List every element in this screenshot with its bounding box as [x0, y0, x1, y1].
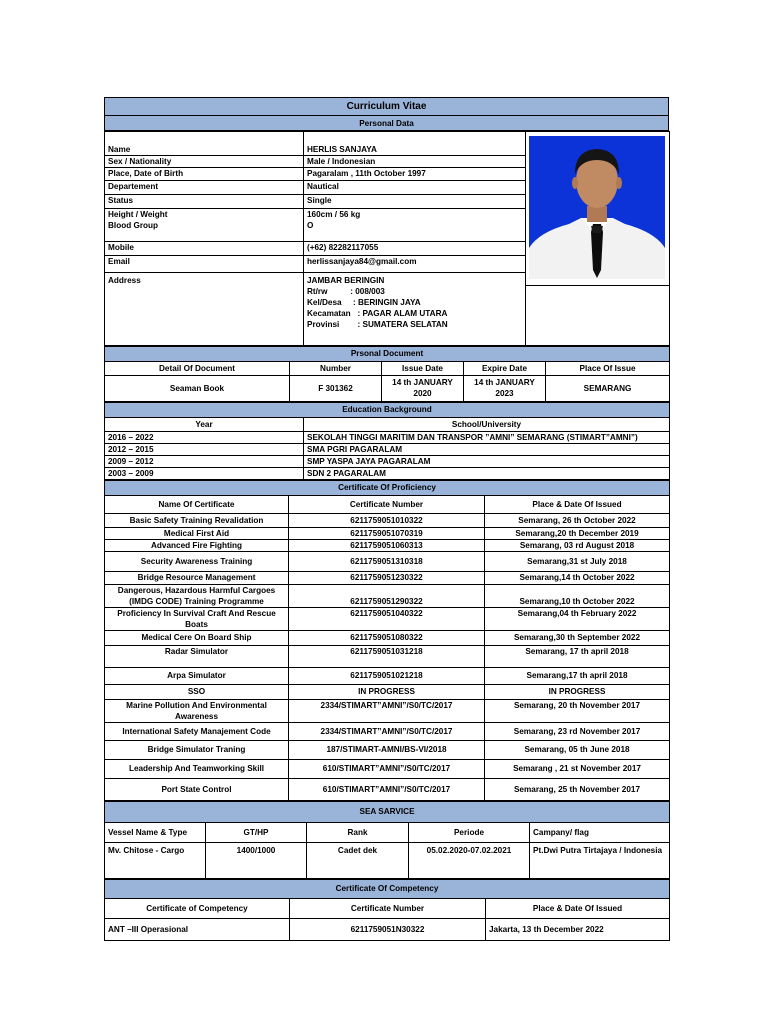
personal-data-heading: Personal Data	[105, 116, 669, 131]
competency-header: Certificate Number	[290, 898, 486, 918]
portrait-illustration	[529, 136, 665, 279]
vessel-name: Mv. Chitose - Cargo	[105, 842, 206, 878]
photo-cell	[526, 132, 670, 286]
email-value: herlissanjaya84@gmail.com	[304, 255, 526, 272]
vessel-periode: 05.02.2020-07.02.2021	[409, 842, 530, 878]
cert-place-date: Semarang,30 th September 2022	[485, 630, 670, 645]
cert-number: 2334/STIMART”AMNI”/S0/TC/2017	[289, 722, 485, 740]
proficiency-header: Name Of Certificate	[105, 495, 289, 513]
status-label: Status	[105, 194, 304, 208]
status-value: Single	[304, 194, 526, 208]
cert-number: 6211759051230322	[289, 571, 485, 584]
cert-name: Bridge Resource Management	[105, 571, 289, 584]
cert-name: Medical First Aid	[105, 527, 289, 539]
cert-place-date: Semarang,31 st July 2018	[485, 551, 670, 571]
competency-place-date: Jakarta, 13 th December 2022	[486, 918, 670, 940]
doc-header: Place Of Issue	[546, 361, 670, 375]
cert-number: 6211759051310318	[289, 551, 485, 571]
cert-number: 6211759051290322	[289, 584, 485, 607]
vessel-gt: 1400/1000	[206, 842, 307, 878]
cert-place-date: Semarang, 05 th June 2018	[485, 740, 670, 759]
sea-service-header: Periode	[409, 822, 530, 842]
personal-document-table	[104, 346, 670, 402]
cv-title: Curriculum Vitae	[105, 98, 669, 116]
birth-value: Pagaralam , 11th October 1997	[304, 167, 526, 180]
address-line: JAMBAR BERINGIN	[307, 276, 385, 285]
education-school: SMA PGRI PAGARALAM	[304, 443, 670, 455]
cert-number: 610/STIMART”AMNI”/S0/TC/2017	[289, 778, 485, 800]
cert-place-date: Semarang,17 th april 2018	[485, 667, 670, 684]
cert-name: Proficiency In Survival Craft And Rescue Boats	[105, 607, 289, 630]
cert-name: Security Awareness Training	[105, 551, 289, 571]
cert-place-date: Semarang,14 th October 2022	[485, 571, 670, 584]
doc-header: Issue Date	[382, 361, 464, 375]
sea-service-header: Vessel Name & Type	[105, 822, 206, 842]
address-line: Rt/rw : 008/003	[307, 287, 385, 296]
cert-place-date: Semarang , 21 st November 2017	[485, 759, 670, 778]
cert-place-date: Semarang, 17 th april 2018	[485, 645, 670, 667]
competency-table	[104, 879, 670, 941]
cert-place-date: Semarang,10 th October 2022	[485, 584, 670, 607]
doc-number: F 301362	[290, 375, 382, 401]
cv-document	[104, 97, 669, 941]
name-value: HERLIS SANJAYA	[304, 140, 526, 156]
blood-label: Blood Group	[108, 220, 159, 230]
doc-header: Number	[290, 361, 382, 375]
department-value: Nautical	[304, 180, 526, 194]
cert-name: SSO	[105, 684, 289, 699]
height-blood-labels	[105, 208, 304, 241]
cert-place-date: Semarang,20 th December 2019	[485, 527, 670, 539]
education-header-school: School/University	[304, 417, 670, 431]
cert-name: Bridge Simulator Traning	[105, 740, 289, 759]
cert-name: Port State Control	[105, 778, 289, 800]
doc-issue-date: 14 th JANUARY 2020	[382, 375, 464, 401]
blood-value: O	[307, 220, 314, 230]
cert-name: Leadership And Teamworking Skill	[105, 759, 289, 778]
cert-name: Dangerous, Hazardous Harmful Cargoes (IMDG CODE) Training Programme	[105, 584, 289, 607]
mobile-label: Mobile	[105, 241, 304, 255]
education-heading: Education Background	[105, 402, 670, 417]
cert-name: Medical Cere On Board Ship	[105, 630, 289, 645]
education-year: 2012 – 2015	[105, 443, 304, 455]
doc-header: Expire Date	[464, 361, 546, 375]
mobile-value: (+62) 82282117055	[304, 241, 526, 255]
address-label: Address	[105, 275, 304, 345]
sex-nationality-value: Male / Indonesian	[304, 155, 526, 167]
competency-header: Place & Date Of Issued	[486, 898, 670, 918]
address-line: Kecamatan : PAGAR ALAM UTARA	[307, 309, 448, 318]
education-school: SMP YASPA JAYA PAGARALAM	[304, 455, 670, 467]
proficiency-header: Place & Date Of Issued	[485, 495, 670, 513]
vessel-company: Pt.Dwi Putra Tirtajaya / Indonesia	[530, 842, 670, 878]
cert-number: IN PROGRESS	[289, 684, 485, 699]
cert-place-date: IN PROGRESS	[485, 684, 670, 699]
cert-name: Radar Simulator	[105, 645, 289, 667]
department-label: Departement	[105, 180, 304, 194]
education-year: 2016 – 2022	[105, 431, 304, 443]
address-line: Kel/Desa : BERINGIN JAYA	[307, 298, 421, 307]
cert-name: International Safety Manajement Code	[105, 722, 289, 740]
competency-header: Certificate of Competency	[105, 898, 290, 918]
cert-number: 610/STIMART”AMNI”/S0/TC/2017	[289, 759, 485, 778]
email-label: Email	[105, 255, 304, 272]
proficiency-header: Certificate Number	[289, 495, 485, 513]
height-label: Height / Weight	[108, 209, 168, 219]
cert-place-date: Semarang, 25 th November 2017	[485, 778, 670, 800]
cert-name: Marine Pollution And Environmental Awareness	[105, 699, 289, 722]
sea-service-heading: SEA SARVICE	[105, 801, 670, 822]
personal-data-table	[104, 131, 670, 346]
sea-service-header: GT/HP	[206, 822, 307, 842]
sex-nationality-label: Sex / Nationality	[105, 155, 304, 167]
name-label: Name	[105, 140, 304, 156]
cert-name: Arpa Simulator	[105, 667, 289, 684]
profile-photo	[529, 136, 665, 279]
doc-header: Detail Of Document	[105, 361, 290, 375]
cert-place-date: Semarang, 03 rd August 2018	[485, 539, 670, 551]
education-year: 2003 – 2009	[105, 467, 304, 479]
cert-number: 2334/STIMART”AMNI”/S0/TC/2017	[289, 699, 485, 722]
sea-service-table	[104, 801, 670, 879]
education-header-year: Year	[105, 417, 304, 431]
height-value: 160cm / 56 kg	[307, 209, 361, 219]
address-value	[304, 275, 526, 345]
proficiency-heading: Certificate Of Proficiency	[105, 480, 670, 495]
cert-number: 6211759051010322	[289, 513, 485, 527]
cert-number: 6211759051040322	[289, 607, 485, 630]
cert-number: 6211759051080322	[289, 630, 485, 645]
competency-name: ANT –III Operasional	[105, 918, 290, 940]
cert-number: 6211759051031218	[289, 645, 485, 667]
birth-label: Place, Date of Birth	[105, 167, 304, 180]
education-year: 2009 – 2012	[105, 455, 304, 467]
cert-place-date: Semarang, 23 rd November 2017	[485, 722, 670, 740]
sea-service-header: Campany/ flag	[530, 822, 670, 842]
cert-place-date: Semarang, 26 th October 2022	[485, 513, 670, 527]
address-line: Provinsi : SUMATERA SELATAN	[307, 320, 448, 329]
education-table	[104, 402, 670, 480]
cert-number: 6211759051021218	[289, 667, 485, 684]
height-blood-values	[304, 208, 526, 241]
doc-expire-date: 14 th JANUARY 2023	[464, 375, 546, 401]
cert-place-date: Semarang, 20 th November 2017	[485, 699, 670, 722]
cert-number: 187/STIMART-AMNI/BS-VI/2018	[289, 740, 485, 759]
education-school: SEKOLAH TINGGI MARITIM DAN TRANSPOR ”AMNI” SEMARANG (STIMART”AMNI”)	[304, 431, 670, 443]
competency-number: 6211759051N30322	[290, 918, 486, 940]
doc-detail: Seaman Book	[105, 375, 290, 401]
vessel-rank: Cadet dek	[307, 842, 409, 878]
education-school: SDN 2 PAGARALAM	[304, 467, 670, 479]
competency-heading: Certificate Of Competency	[105, 879, 670, 898]
doc-place: SEMARANG	[546, 375, 670, 401]
cert-name: Basic Safety Training Revalidation	[105, 513, 289, 527]
cert-number: 6211759051060313	[289, 539, 485, 551]
personal-document-heading: Prsonal Document	[105, 346, 670, 361]
proficiency-table	[104, 480, 670, 801]
sea-service-header: Rank	[307, 822, 409, 842]
title-table	[104, 97, 669, 131]
cert-name: Advanced Fire Fighting	[105, 539, 289, 551]
cert-number: 6211759051070319	[289, 527, 485, 539]
cert-place-date: Semarang,04 th February 2022	[485, 607, 670, 630]
